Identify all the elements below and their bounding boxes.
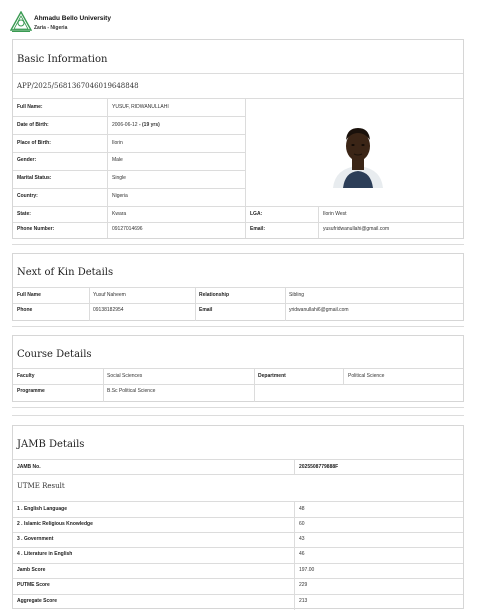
section-title-course-details: Course Details	[17, 349, 92, 360]
country-label: Country:	[17, 193, 38, 199]
subject-score: 43	[299, 536, 305, 542]
putme-score-label: PUTME Score	[17, 582, 50, 588]
state-label: State:	[17, 211, 31, 217]
course-details-card	[12, 335, 464, 402]
section-title-basic-information: Basic Information	[17, 54, 108, 65]
lga-label: LGA:	[250, 211, 263, 217]
email-label: Email:	[250, 226, 266, 232]
basic-information-card	[12, 39, 464, 239]
kin-email-label: Email	[199, 307, 213, 313]
place-of-birth-value: Ilorin	[112, 140, 123, 146]
kin-email-value: yridwanullahi6@gmail.com	[289, 307, 349, 313]
kin-relationship-label: Relationship	[199, 292, 230, 298]
jamb-number-label: JAMB No.	[17, 464, 41, 470]
department-value: Political Science	[348, 373, 385, 379]
subject-score: 46	[299, 551, 305, 557]
phone-number-value: 09127014696	[112, 226, 143, 232]
kin-full-name-label: Full Name	[17, 292, 41, 298]
gender-value: Male	[112, 157, 123, 163]
kin-relationship-value: Sibling	[289, 292, 305, 298]
subject-label: 2 . Islamic Religious Knowledge	[17, 521, 93, 527]
application-number: APP/2025/5681367046019648848	[17, 82, 139, 90]
jamb-score-label: Jamb Score	[17, 567, 46, 573]
faculty-value: Social Sciences	[107, 373, 143, 379]
phone-number-label: Phone Number:	[17, 226, 55, 232]
university-location: Zaria - Nigeria	[34, 25, 68, 31]
subject-label: 3 . Government	[17, 536, 54, 542]
age: - (19 yrs)	[137, 122, 160, 128]
subject-label: 4 . Literature in English	[17, 551, 73, 557]
portrait-icon	[323, 116, 393, 188]
full-name-value: YUSUF, RIDWANULLAHI	[112, 104, 169, 110]
section-title-jamb-details: JAMB Details	[17, 439, 85, 450]
applicant-photo	[323, 116, 393, 188]
gender-label: Gender:	[17, 157, 37, 163]
faculty-label: Faculty	[17, 373, 35, 379]
subject-score: 48	[299, 506, 305, 512]
place-of-birth-label: Place of Birth:	[17, 140, 51, 146]
date-of-birth-label: Date of Birth:	[17, 122, 49, 128]
jamb-number-value: 2025508779888F	[299, 464, 339, 470]
jamb-score-value: 197.00	[299, 567, 315, 573]
marital-status-label: Marital Status:	[17, 175, 52, 181]
kin-phone-label: Phone	[17, 307, 33, 313]
state-value: Kwara	[112, 211, 127, 217]
subject-score: 60	[299, 521, 305, 527]
jamb-details-card	[12, 425, 464, 609]
date-of-birth-value	[112, 122, 160, 128]
email-value: yusufridwanullahi@gmail.com	[323, 226, 390, 232]
next-of-kin-card	[12, 253, 464, 321]
programme-label: Programme	[17, 388, 45, 394]
country-value: Nigeria	[112, 193, 128, 199]
programme-value: B.Sc Political Science	[107, 388, 156, 394]
putme-score-value: 229	[299, 582, 308, 588]
department-label: Department	[258, 373, 286, 379]
utme-result-title: UTME Result	[17, 482, 65, 490]
university-name: Ahmadu Bello University	[34, 15, 111, 22]
kin-phone-value: 09138182954	[93, 307, 124, 313]
full-name-label: Full Name:	[17, 104, 43, 110]
aggregate-score-label: Aggregate Score	[17, 598, 58, 604]
date-of-birth: 2006-06-12	[112, 122, 138, 128]
marital-status-value: Single	[112, 175, 126, 181]
page-header	[10, 10, 310, 34]
lga-value: Ilorin West	[323, 211, 347, 217]
university-logo-icon	[10, 11, 32, 33]
aggregate-score-value: 213	[299, 598, 308, 604]
kin-full-name-value: Yusuf Naheem	[93, 292, 126, 298]
section-title-next-of-kin: Next of Kin Details	[17, 267, 114, 278]
subject-label: 1 . English Language	[17, 506, 68, 512]
